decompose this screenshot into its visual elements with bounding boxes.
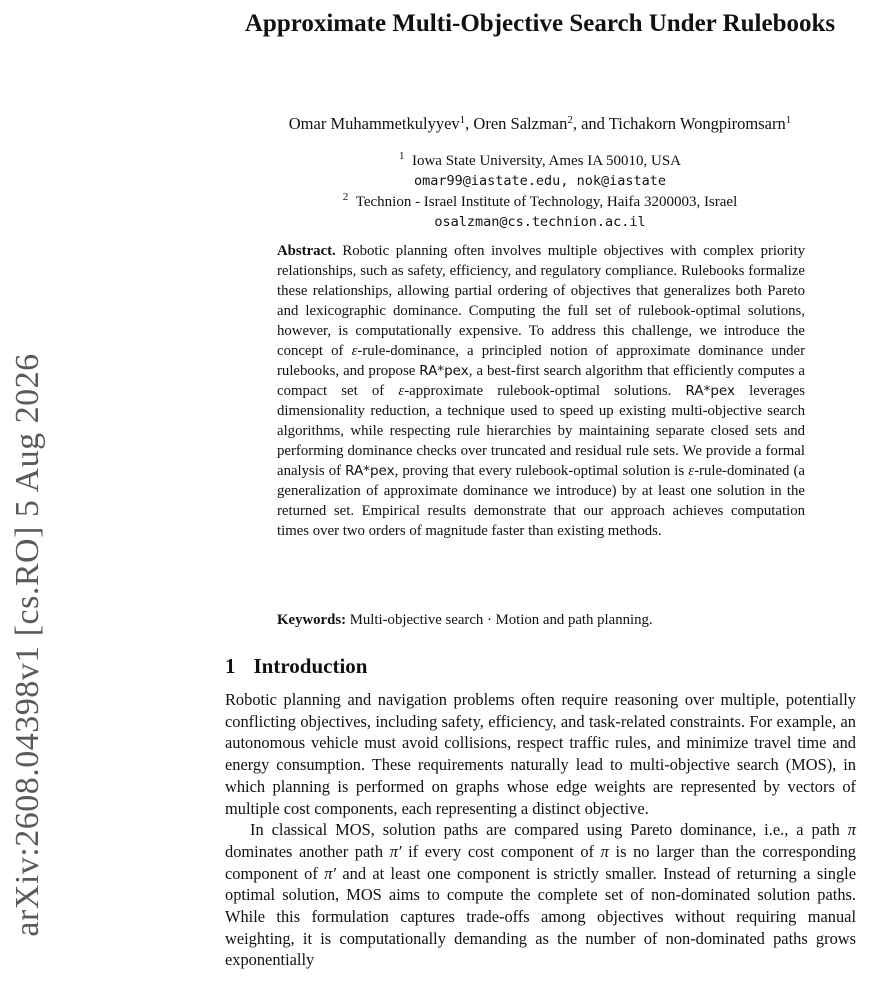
author-affiliation-mark: 1 bbox=[459, 114, 466, 126]
author-name: Oren Salzman bbox=[473, 114, 568, 133]
arxiv-identifier: arXiv:2608.04398v1 [cs.RO] 5 Aug 2026 bbox=[9, 353, 46, 937]
author-separator: , bbox=[465, 114, 474, 133]
algorithm-name: RA*pex bbox=[419, 363, 469, 379]
abstract-text: leverages dimensionality reduction, a technique used to speed up existing multi-objective search algorithms, while respecting rule hierarchies by maintaining separate closed sets and performing dominance checks over truncated and residual rule sets. We provide a formal analysis of bbox=[277, 383, 805, 479]
paragraph-text: and at least one component is strictly smaller. Instead of returning a single optimal solution, MOS aims to compute the complete set of non-dominated solution paths. While this formulation captures trade-offs among objectives without requiring manual weighting, it is computationally demanding as the number of non-dominated paths grows exponentially bbox=[225, 863, 856, 970]
section-heading bbox=[225, 654, 385, 679]
abstract-label: Abstract. bbox=[277, 243, 336, 259]
author-list bbox=[225, 113, 855, 135]
abstract-text: -rule-dominated (a generalization of approximate dominance we introduce) by at least one solution in the returned set. Empirical results demonstrate that our approach achieves computation times over two orders of magnitude faster than existing methods. bbox=[277, 463, 806, 539]
paragraph bbox=[225, 819, 856, 971]
arxiv-sidebar bbox=[2, 320, 54, 970]
abstract-text: Robotic planning often involves multiple objectives with complex priority relationships, such as safety, efficiency, and regulatory compliance. Rulebooks formalize these relationships, allowing partial ordering of objectives that generalizes both Pareto and lexicographic dominance. Computing the full set of rulebook-optimal solutions, however, is computationally expensive. To address this challenge, we introduce the concept of bbox=[277, 243, 805, 359]
affiliation-number: 2 bbox=[342, 190, 349, 203]
affiliation bbox=[225, 192, 855, 212]
affiliation-emails: omar99@iastate.edu, nok@iastate bbox=[414, 173, 666, 190]
math-symbol: π bbox=[847, 820, 856, 840]
algorithm-name: RA*pex bbox=[345, 463, 395, 479]
paragraph-text: dominates another path bbox=[225, 841, 390, 861]
author-name: Tichakorn Wongpiromsarn bbox=[608, 114, 786, 133]
author-affiliation-mark: 1 bbox=[785, 114, 792, 126]
epsilon-symbol: ε bbox=[398, 383, 405, 399]
paragraph-text: In classical MOS, solution paths are compared using Pareto dominance, i.e., a path bbox=[250, 820, 848, 840]
epsilon-symbol: ε bbox=[688, 463, 695, 479]
paragraph: Robotic planning and navigation problems often require reasoning over multiple, potentially conflicting objectives, including safety, efficiency, and task-related constraints. For example, an autonomous vehicle must avoid collisions, respect traffic rules, and minimize travel time and energy consumption. These requirements naturally lead to multi-objective search (MOS), in which planning is performed on graphs whose edge weights are represented by vectors of multiple cost components, each representing a distinct objective. bbox=[225, 690, 856, 818]
section-number: 1 bbox=[225, 654, 236, 678]
keywords-text: Multi-objective search · Motion and path planning. bbox=[346, 612, 653, 628]
affiliation bbox=[225, 151, 855, 171]
keywords-label: Keywords: bbox=[277, 612, 347, 628]
section-title: Introduction bbox=[253, 654, 368, 678]
paragraph-text: if every cost component of bbox=[401, 841, 601, 861]
math-symbol: π bbox=[600, 841, 609, 861]
author-separator: , and bbox=[572, 114, 609, 133]
algorithm-name: RA*pex bbox=[685, 383, 735, 399]
math-symbol: π′ bbox=[324, 863, 336, 883]
affiliation-emails: osalzman@cs.technion.ac.il bbox=[434, 213, 646, 230]
affiliations bbox=[225, 151, 855, 232]
author-affiliation-mark: 2 bbox=[567, 114, 573, 126]
abstract-text: -rule-dominance, a principled notion of approximate dominance under rulebooks, and propose bbox=[277, 343, 805, 379]
paper-title: Approximate Multi-Objective Search Under Rulebooks bbox=[244, 10, 836, 37]
math-symbol: π′ bbox=[389, 841, 402, 861]
author-name: Omar Muhammetkulyyev bbox=[288, 114, 460, 133]
abstract bbox=[277, 241, 805, 541]
keywords bbox=[277, 610, 805, 630]
abstract-text: -approximate rulebook-optimal solutions. bbox=[404, 383, 686, 399]
section-body bbox=[225, 689, 856, 971]
affiliation-number: 1 bbox=[398, 150, 405, 162]
affiliation-institution: Technion - Israel Institute of Technology, Haifa 3200003, Israel bbox=[355, 193, 738, 210]
affiliation-institution: Iowa State University, Ames IA 50010, USA bbox=[411, 153, 681, 169]
paragraph-text: is no larger than the corresponding component of bbox=[225, 841, 856, 883]
abstract-text: , proving that every rulebook-optimal solution is bbox=[394, 463, 689, 479]
abstract-text: , a best-first search algorithm that efficiently computes a compact set of bbox=[277, 363, 805, 399]
epsilon-symbol: ε bbox=[351, 343, 358, 359]
